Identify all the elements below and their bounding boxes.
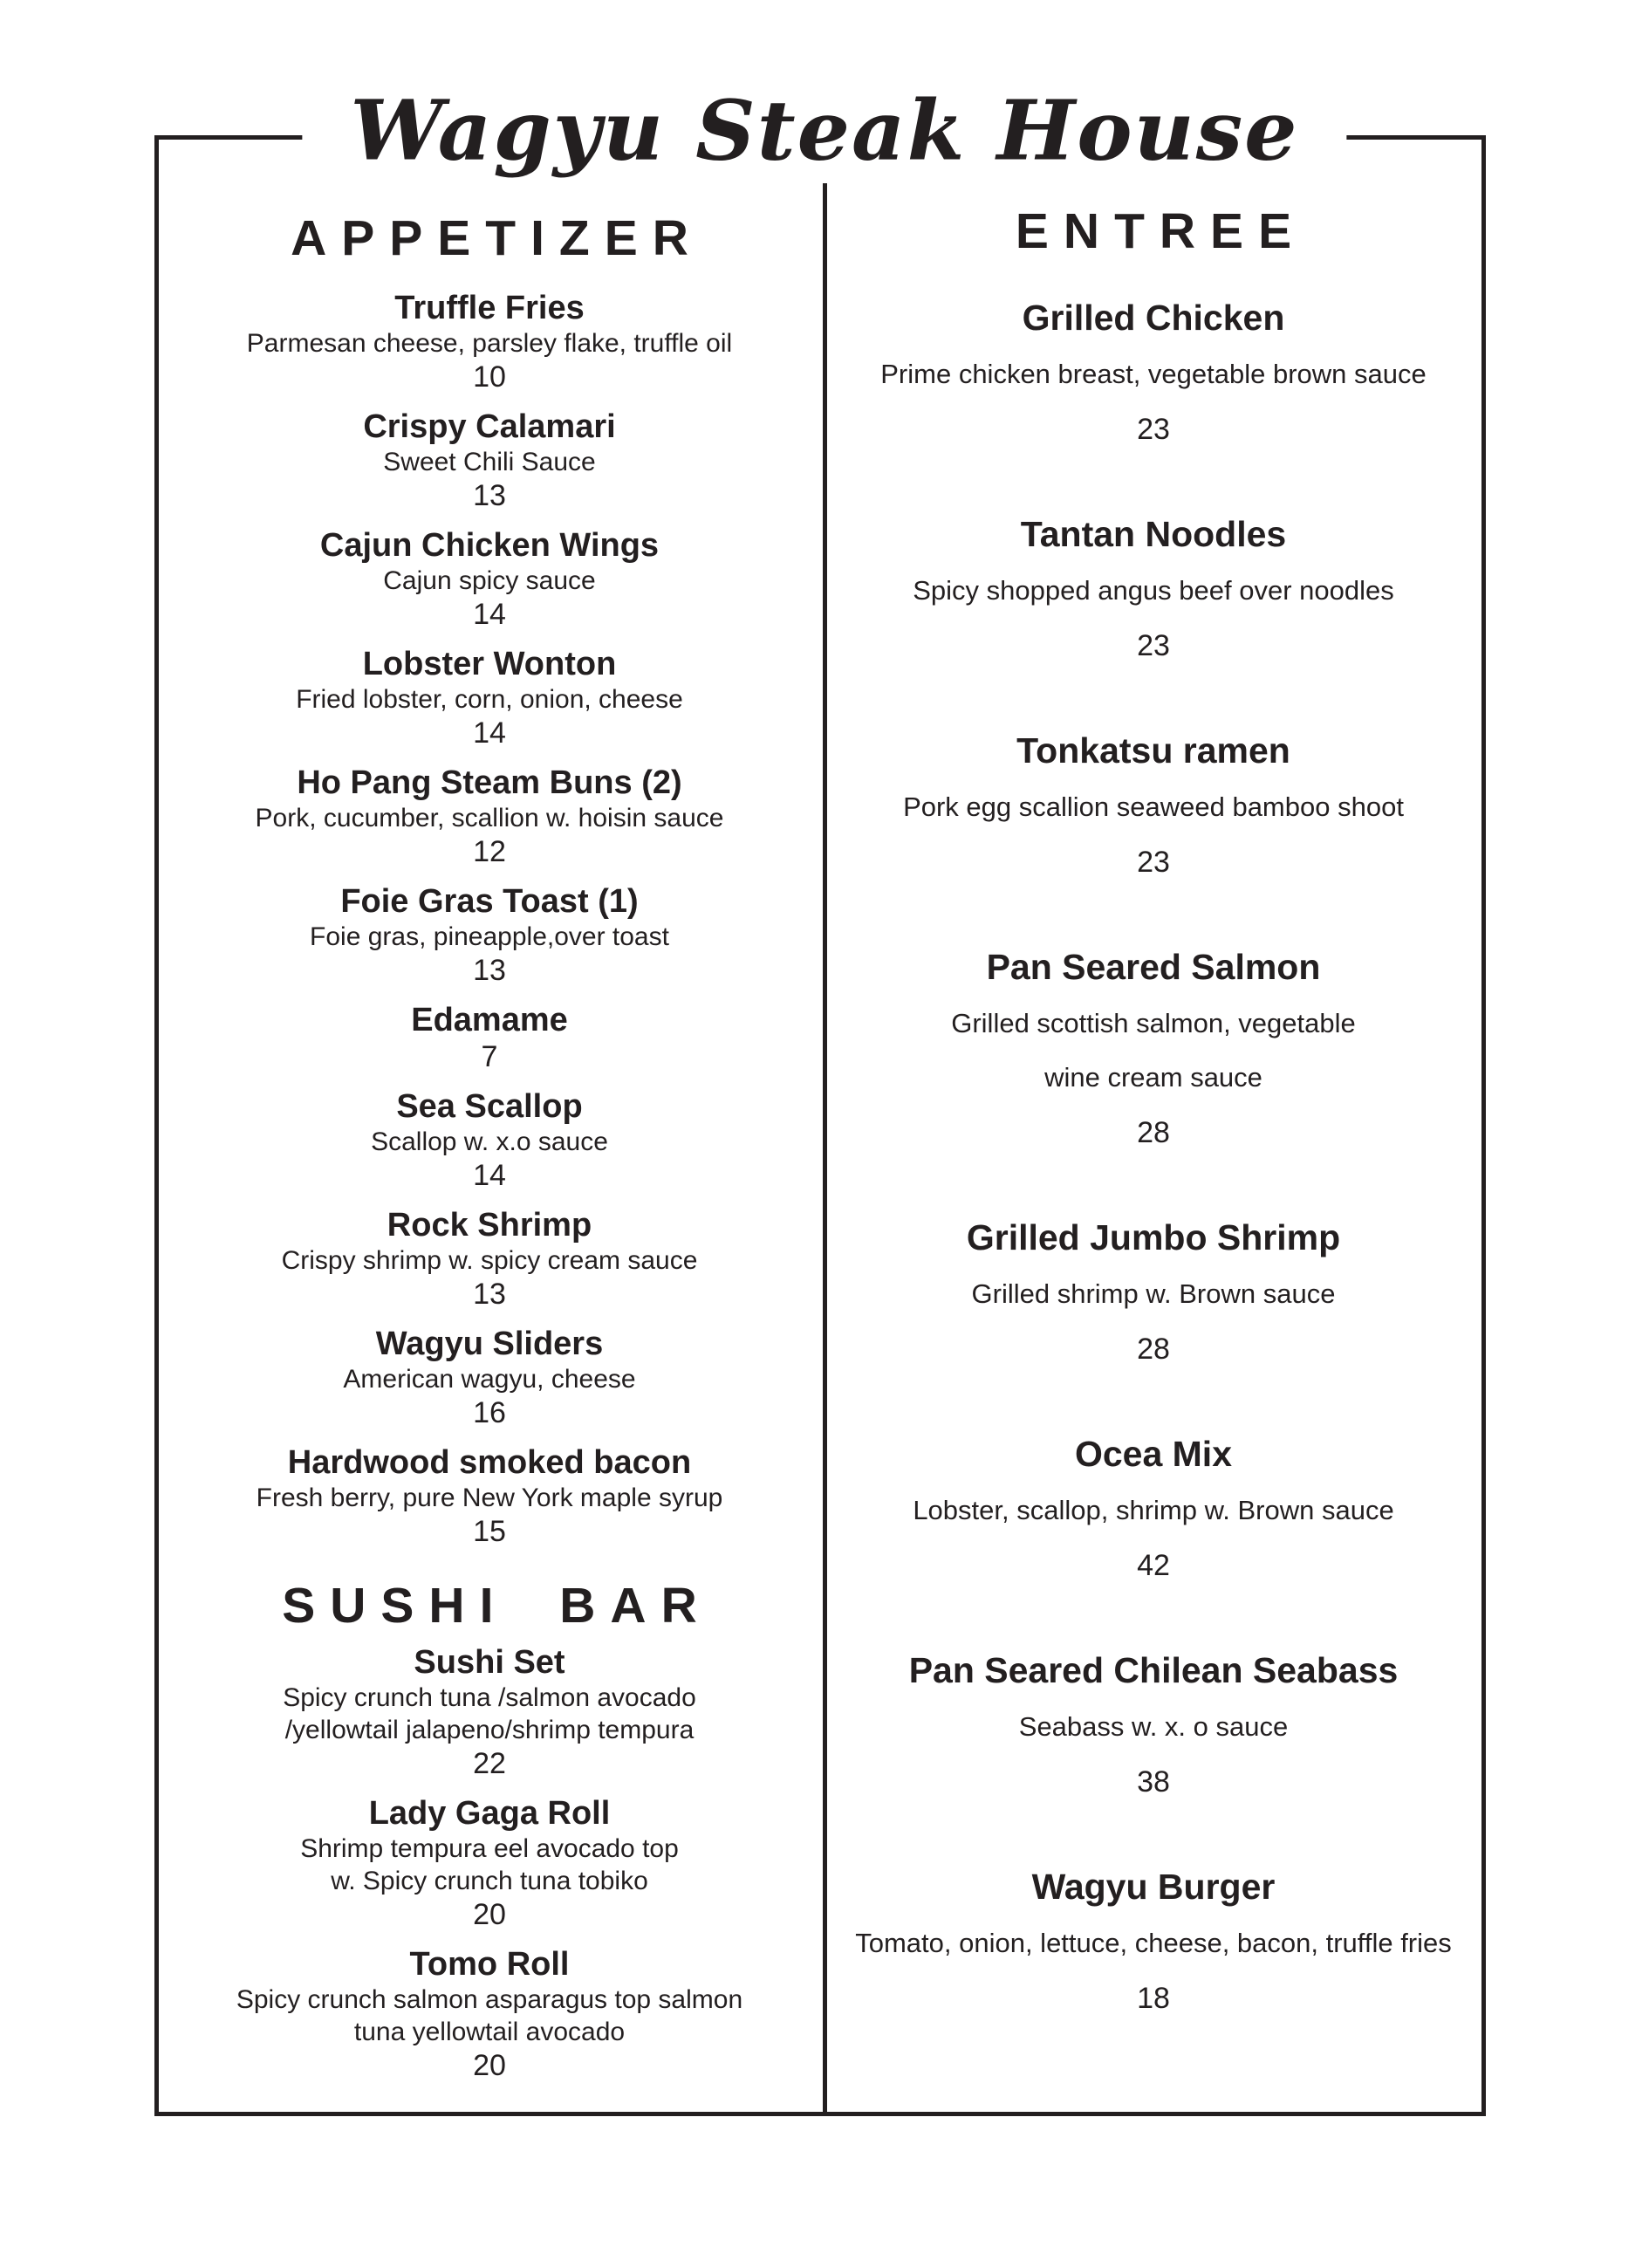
- item-description-line: Spicy shopped angus beef over noodles: [913, 574, 1394, 606]
- item-price: 23: [1137, 412, 1170, 446]
- item-description-line: Tomato, onion, lettuce, cheese, bacon, truffle fries: [855, 1927, 1452, 1958]
- item-description-line: tuna yellowtail avocado: [353, 2018, 626, 2047]
- item-description-line: Scallop w. x.o sauce: [371, 1127, 608, 1156]
- item-name: Tonkatsu ramen: [1016, 730, 1290, 771]
- item-name: Sushi Set: [414, 1644, 565, 1682]
- item-description-line: Pork egg scallion seaweed bamboo shoot: [903, 791, 1404, 822]
- menu-item-rock-shrimp: [163, 1206, 816, 1312]
- item-description-line: Sweet Chili Sauce: [383, 447, 596, 476]
- appetizer-items: [163, 289, 816, 1549]
- item-description-line: Crispy shrimp w. spicy cream sauce: [281, 1245, 698, 1275]
- item-price: 10: [473, 360, 506, 394]
- item-name: Tomo Roll: [409, 1946, 570, 1984]
- item-price: 13: [473, 1277, 506, 1311]
- item-description-line: wine cream sauce: [1044, 1061, 1262, 1093]
- item-description-line: Shrimp tempura eel avocado top: [300, 1834, 679, 1864]
- menu-item-grilled-jumbo-shrimp: [836, 1217, 1471, 1367]
- menu-item-ho-pang-steam-buns-2: [163, 764, 816, 869]
- item-price: 20: [473, 1898, 506, 1932]
- menu-item-hardwood-smoked-bacon: [163, 1443, 816, 1549]
- item-name: Grilled Jumbo Shrimp: [966, 1216, 1341, 1257]
- column-divider: [823, 183, 827, 2112]
- item-price: 13: [473, 953, 506, 987]
- menu-item-tomo-roll: [163, 1945, 816, 2083]
- item-description-line: Fried lobster, corn, onion, cheese: [296, 684, 683, 714]
- item-description-line: Fresh berry, pure New York maple syrup: [256, 1483, 723, 1512]
- item-name: Grilled Chicken: [1022, 297, 1285, 338]
- item-price: 38: [1137, 1764, 1170, 1799]
- item-name: Tantan Noodles: [1020, 513, 1287, 554]
- right-column: [836, 204, 1471, 2083]
- item-name: Pan Seared Chilean Seabass: [908, 1649, 1399, 1690]
- item-price: 14: [473, 1158, 506, 1192]
- item-name: Truffle Fries: [394, 289, 585, 326]
- item-description-line: American wagyu, cheese: [343, 1364, 636, 1394]
- item-name: Hardwood smoked bacon: [287, 1443, 692, 1481]
- menu-item-pan-seared-chilean-seabass: [836, 1650, 1471, 1799]
- menu-item-edamame: [163, 1001, 816, 1074]
- menu-item-pan-seared-salmon: [836, 947, 1471, 1150]
- menu-item-wagyu-sliders: [163, 1325, 816, 1430]
- sushi-bar-items: [163, 1643, 816, 2083]
- item-description-line: Grilled scottish salmon, vegetable: [951, 1007, 1356, 1038]
- entree-heading: ENTREE: [1015, 203, 1307, 259]
- item-description-line: Lobster, scallop, shrimp w. Brown sauce: [913, 1494, 1394, 1525]
- menu-item-truffle-fries: [163, 289, 816, 394]
- menu-item-grilled-chicken: [836, 298, 1471, 447]
- menu-item-lady-gaga-roll: [163, 1794, 816, 1932]
- item-price: 14: [473, 716, 506, 750]
- item-name: Lobster Wonton: [362, 645, 617, 682]
- item-name: Ocea Mix: [1074, 1433, 1233, 1474]
- item-price: 7: [481, 1039, 498, 1073]
- item-description-line: Seabass w. x. o sauce: [1018, 1710, 1289, 1742]
- entree-items: [836, 298, 1471, 2016]
- left-column: [163, 211, 816, 2096]
- item-name: Sea Scallop: [396, 1087, 583, 1125]
- menu-item-crispy-calamari: [163, 408, 816, 513]
- item-description-line: Cajun spicy sauce: [383, 565, 596, 595]
- item-name: Pan Seared Salmon: [986, 946, 1321, 987]
- item-name: Wagyu Burger: [1031, 1866, 1276, 1907]
- menu-item-lobster-wonton: [163, 645, 816, 750]
- item-description-line: Spicy crunch tuna /salmon avocado: [283, 1683, 696, 1713]
- item-price: 20: [473, 2049, 506, 2083]
- item-name: Crispy Calamari: [363, 408, 616, 445]
- item-price: 18: [1137, 1981, 1170, 2015]
- item-price: 28: [1137, 1115, 1170, 1149]
- item-name: Edamame: [411, 1001, 568, 1038]
- item-description-line: Parmesan cheese, parsley flake, truffle oil: [246, 328, 733, 358]
- item-price: 22: [473, 1747, 506, 1781]
- menu-item-ocea-mix: [836, 1434, 1471, 1583]
- item-price: 12: [473, 834, 506, 868]
- item-name: Rock Shrimp: [387, 1206, 592, 1244]
- item-name: Cajun Chicken Wings: [319, 526, 660, 564]
- menu-item-sea-scallop: [163, 1087, 816, 1193]
- menu-item-tantan-noodles: [836, 514, 1471, 663]
- item-name: Ho Pang Steam Buns (2): [297, 764, 682, 801]
- item-price: 23: [1137, 845, 1170, 879]
- item-price: 13: [473, 478, 506, 512]
- item-description-line: Prime chicken breast, vegetable brown sauce: [880, 358, 1427, 389]
- item-description-line: w. Spicy crunch tuna tobiko: [331, 1867, 648, 1896]
- item-name: Lady Gaga Roll: [368, 1795, 611, 1833]
- menu-item-sushi-set: [163, 1643, 816, 1781]
- item-description-line: /yellowtail jalapeno/shrimp tempura: [284, 1716, 694, 1745]
- appetizer-heading: APPETIZER: [291, 210, 703, 266]
- menu-item-tonkatsu-ramen: [836, 730, 1471, 880]
- item-price: 42: [1137, 1548, 1170, 1582]
- item-name: Wagyu Sliders: [375, 1325, 604, 1362]
- menu-item-foie-gras-toast-1: [163, 882, 816, 988]
- item-price: 14: [473, 597, 506, 631]
- item-description-line: Spicy crunch salmon asparagus top salmon: [236, 1985, 743, 2015]
- item-price: 23: [1137, 628, 1170, 662]
- sushi-bar-heading: SUSHI BAR: [282, 1577, 712, 1634]
- item-price: 28: [1137, 1332, 1170, 1366]
- item-price: 16: [473, 1395, 506, 1429]
- menu-item-wagyu-burger: [836, 1867, 1471, 2016]
- item-description-line: Grilled shrimp w. Brown sauce: [971, 1278, 1336, 1309]
- item-description-line: Foie gras, pineapple,over toast: [310, 922, 669, 951]
- menu-item-cajun-chicken-wings: [163, 526, 816, 632]
- restaurant-title: Wagyu Steak House: [302, 83, 1346, 180]
- item-name: Foie Gras Toast (1): [340, 882, 639, 920]
- item-description-line: Pork, cucumber, scallion w. hoisin sauce: [255, 803, 724, 833]
- item-price: 15: [473, 1514, 506, 1548]
